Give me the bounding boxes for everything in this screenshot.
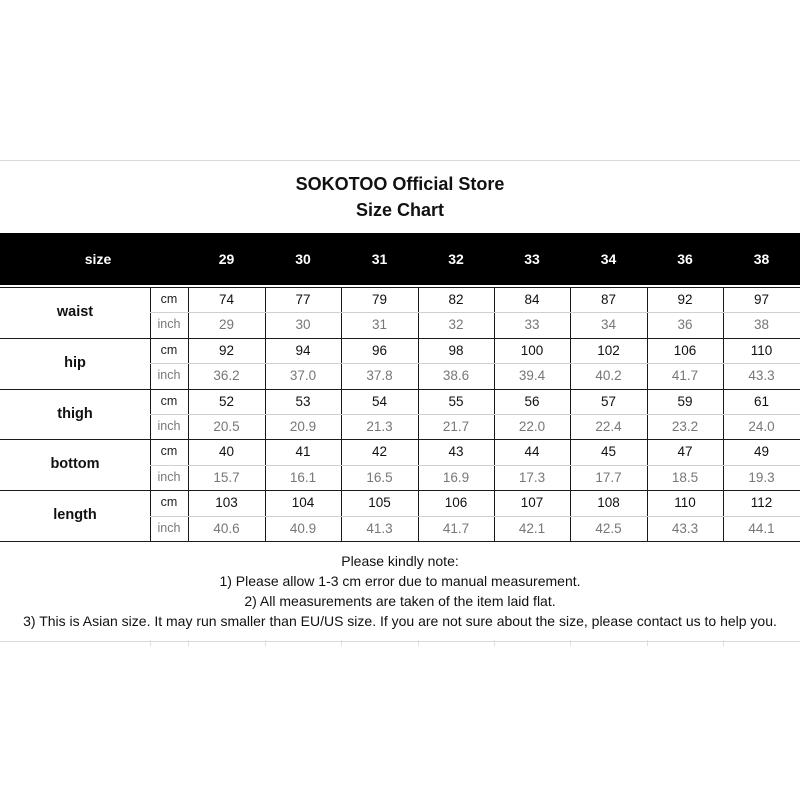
table-cell: 77 [295,292,311,307]
table-cell: 15.7 [213,469,240,485]
table-cell: 42.5 [595,520,622,536]
table-cell: 49 [753,444,770,460]
size-header-row [0,233,800,285]
measure-label-hip: hip [64,354,86,371]
grid-tick [265,640,266,646]
grid-hline [0,439,800,440]
grid-hline [0,490,800,491]
table-cell: 102 [597,342,620,358]
table-cell: 17.7 [595,469,622,485]
table-cell: 53 [295,393,311,409]
grid-tick [723,640,724,646]
table-cell: 61 [753,393,770,409]
measure-label-waist: waist [56,304,94,320]
size-header-36: 36 [677,251,693,267]
table-cell: 92 [677,292,693,307]
table-cell: 56 [524,393,540,409]
grid-tick [150,640,151,646]
grid-tick [570,640,571,646]
table-cell: 94 [295,342,311,358]
table-cell: 104 [291,495,315,511]
table-cell: 34 [600,317,617,333]
grid-hline [0,541,800,542]
table-cell: 16.1 [289,469,317,485]
size-header-32: 32 [448,251,464,267]
notes [0,551,800,631]
size-header-29: 29 [218,251,235,267]
table-cell: 44.1 [748,520,775,536]
table-cell: 20.5 [213,419,240,434]
table-cell: 36.2 [213,368,240,384]
table-cell: 105 [368,495,391,511]
unit-label-cm: cm [160,393,178,408]
table-cell: 33 [524,317,540,333]
table-cell: 23.2 [671,419,699,434]
size-chart-sheet [0,160,800,642]
grid-hline-sub [150,363,800,364]
grid-hline-sub [150,414,800,415]
table-cell: 24.0 [748,419,775,434]
unit-label-inch: inch [157,419,181,433]
table-cell: 20.9 [289,419,317,434]
size-header-38: 38 [753,251,770,267]
table-cell: 43 [448,444,464,460]
size-header-34: 34 [600,251,617,267]
table-cell: 21.7 [442,419,470,434]
table-cell: 84 [524,292,540,307]
table-cell: 52 [218,393,235,409]
grid-tick [341,640,342,646]
measure-label-length: length [53,507,97,524]
table-cell: 36 [677,317,693,333]
note-line-2: 2) All measurements are taken of the item laid flat. [244,593,556,609]
table-cell: 44 [524,444,540,460]
chart-title: Size Chart [355,200,445,220]
grid-hline [0,338,800,339]
table-cell: 16.9 [442,469,470,485]
table-cell: 98 [448,342,464,358]
unit-label-inch: inch [157,317,181,332]
table-cell: 38.6 [442,368,470,384]
table-cell: 30 [295,317,311,333]
table-cell: 82 [448,292,464,307]
table-cell: 106 [673,342,697,358]
table-cell: 21.3 [366,419,393,434]
grid-tick [418,640,419,646]
unit-label-cm: cm [160,444,178,459]
measure-label-thigh: thigh [57,405,93,422]
table-cell: 57 [600,393,617,409]
table-cell: 37.8 [366,368,393,384]
table-cell: 40.9 [289,520,317,536]
measure-label-bottom: bottom [50,456,100,473]
table-cell: 59 [677,393,693,409]
table-cell: 43.3 [748,368,775,384]
table-cell: 110 [750,342,773,358]
unit-label-inch: inch [157,520,181,535]
table-cell: 17.3 [518,469,546,485]
table-cell: 41.7 [671,368,699,384]
table-cell: 54 [371,393,388,409]
grid-tick [188,640,189,646]
table-cell: 87 [600,292,617,307]
grid-hline-sub [150,312,800,313]
size-header-label: size [84,251,112,267]
size-header-33: 33 [524,251,540,267]
table-cell: 31 [371,317,388,333]
table-cell: 112 [750,495,773,511]
unit-label-cm: cm [160,342,178,357]
table-cell: 18.5 [671,469,699,485]
table-cell: 22.0 [518,419,546,434]
table-cell: 41.3 [366,520,393,536]
grid-tick [494,640,495,646]
note-line-1: 1) Please allow 1-3 cm error due to manual measurement. [219,573,581,589]
table-cell: 110 [674,495,696,511]
table-cell: 38 [753,317,770,333]
grid-tick [647,640,648,646]
table-cell: 108 [597,495,620,511]
table-cell: 32 [448,317,464,333]
unit-label-cm: cm [160,292,178,306]
grid-hline-sub [150,465,800,466]
notes-heading: Please kindly note: [341,553,459,569]
table-cell: 22.4 [595,419,622,434]
grid-hline [0,389,800,390]
table-cell: 40 [218,444,235,460]
table-cell: 42.1 [518,520,546,536]
unit-label-inch: inch [157,469,181,484]
table-cell: 40.6 [213,520,240,536]
table-cell: 19.3 [748,469,775,485]
table-cell: 96 [371,342,388,358]
table-cell: 92 [218,342,235,358]
table-cell: 41 [295,444,311,460]
table-cell: 43.3 [671,520,699,536]
table-cell: 45 [600,444,617,460]
unit-label-cm: cm [160,495,178,510]
table-cell: 106 [444,495,468,511]
table-cell: 100 [520,342,544,358]
table-cell: 55 [448,393,464,409]
table-cell: 29 [218,317,235,333]
grid-hline [0,287,800,288]
table-cell: 37.0 [289,368,317,384]
table-cell: 97 [753,292,770,307]
unit-label-inch: inch [157,368,181,383]
table-cell: 41.7 [442,520,470,536]
size-header-30: 30 [295,251,311,267]
table-cell: 79 [371,292,388,307]
table-cell: 47 [677,444,693,460]
size-header-31: 31 [371,251,388,267]
table-cell: 103 [215,495,238,511]
table-cell: 16.5 [366,469,393,485]
table-cell: 40.2 [595,368,622,384]
grid-hline-sub [150,516,800,517]
table-cell: 107 [520,495,544,511]
table-cell: 39.4 [518,368,546,384]
table-cell: 74 [218,292,235,307]
note-line-3: 3) This is Asian size. It may run smaller than EU/US size. If you are not sure about the size, please contact us to help you. [23,613,777,629]
store-title: SOKOTOO Official Store [295,174,505,194]
table-cell: 42 [371,444,388,460]
